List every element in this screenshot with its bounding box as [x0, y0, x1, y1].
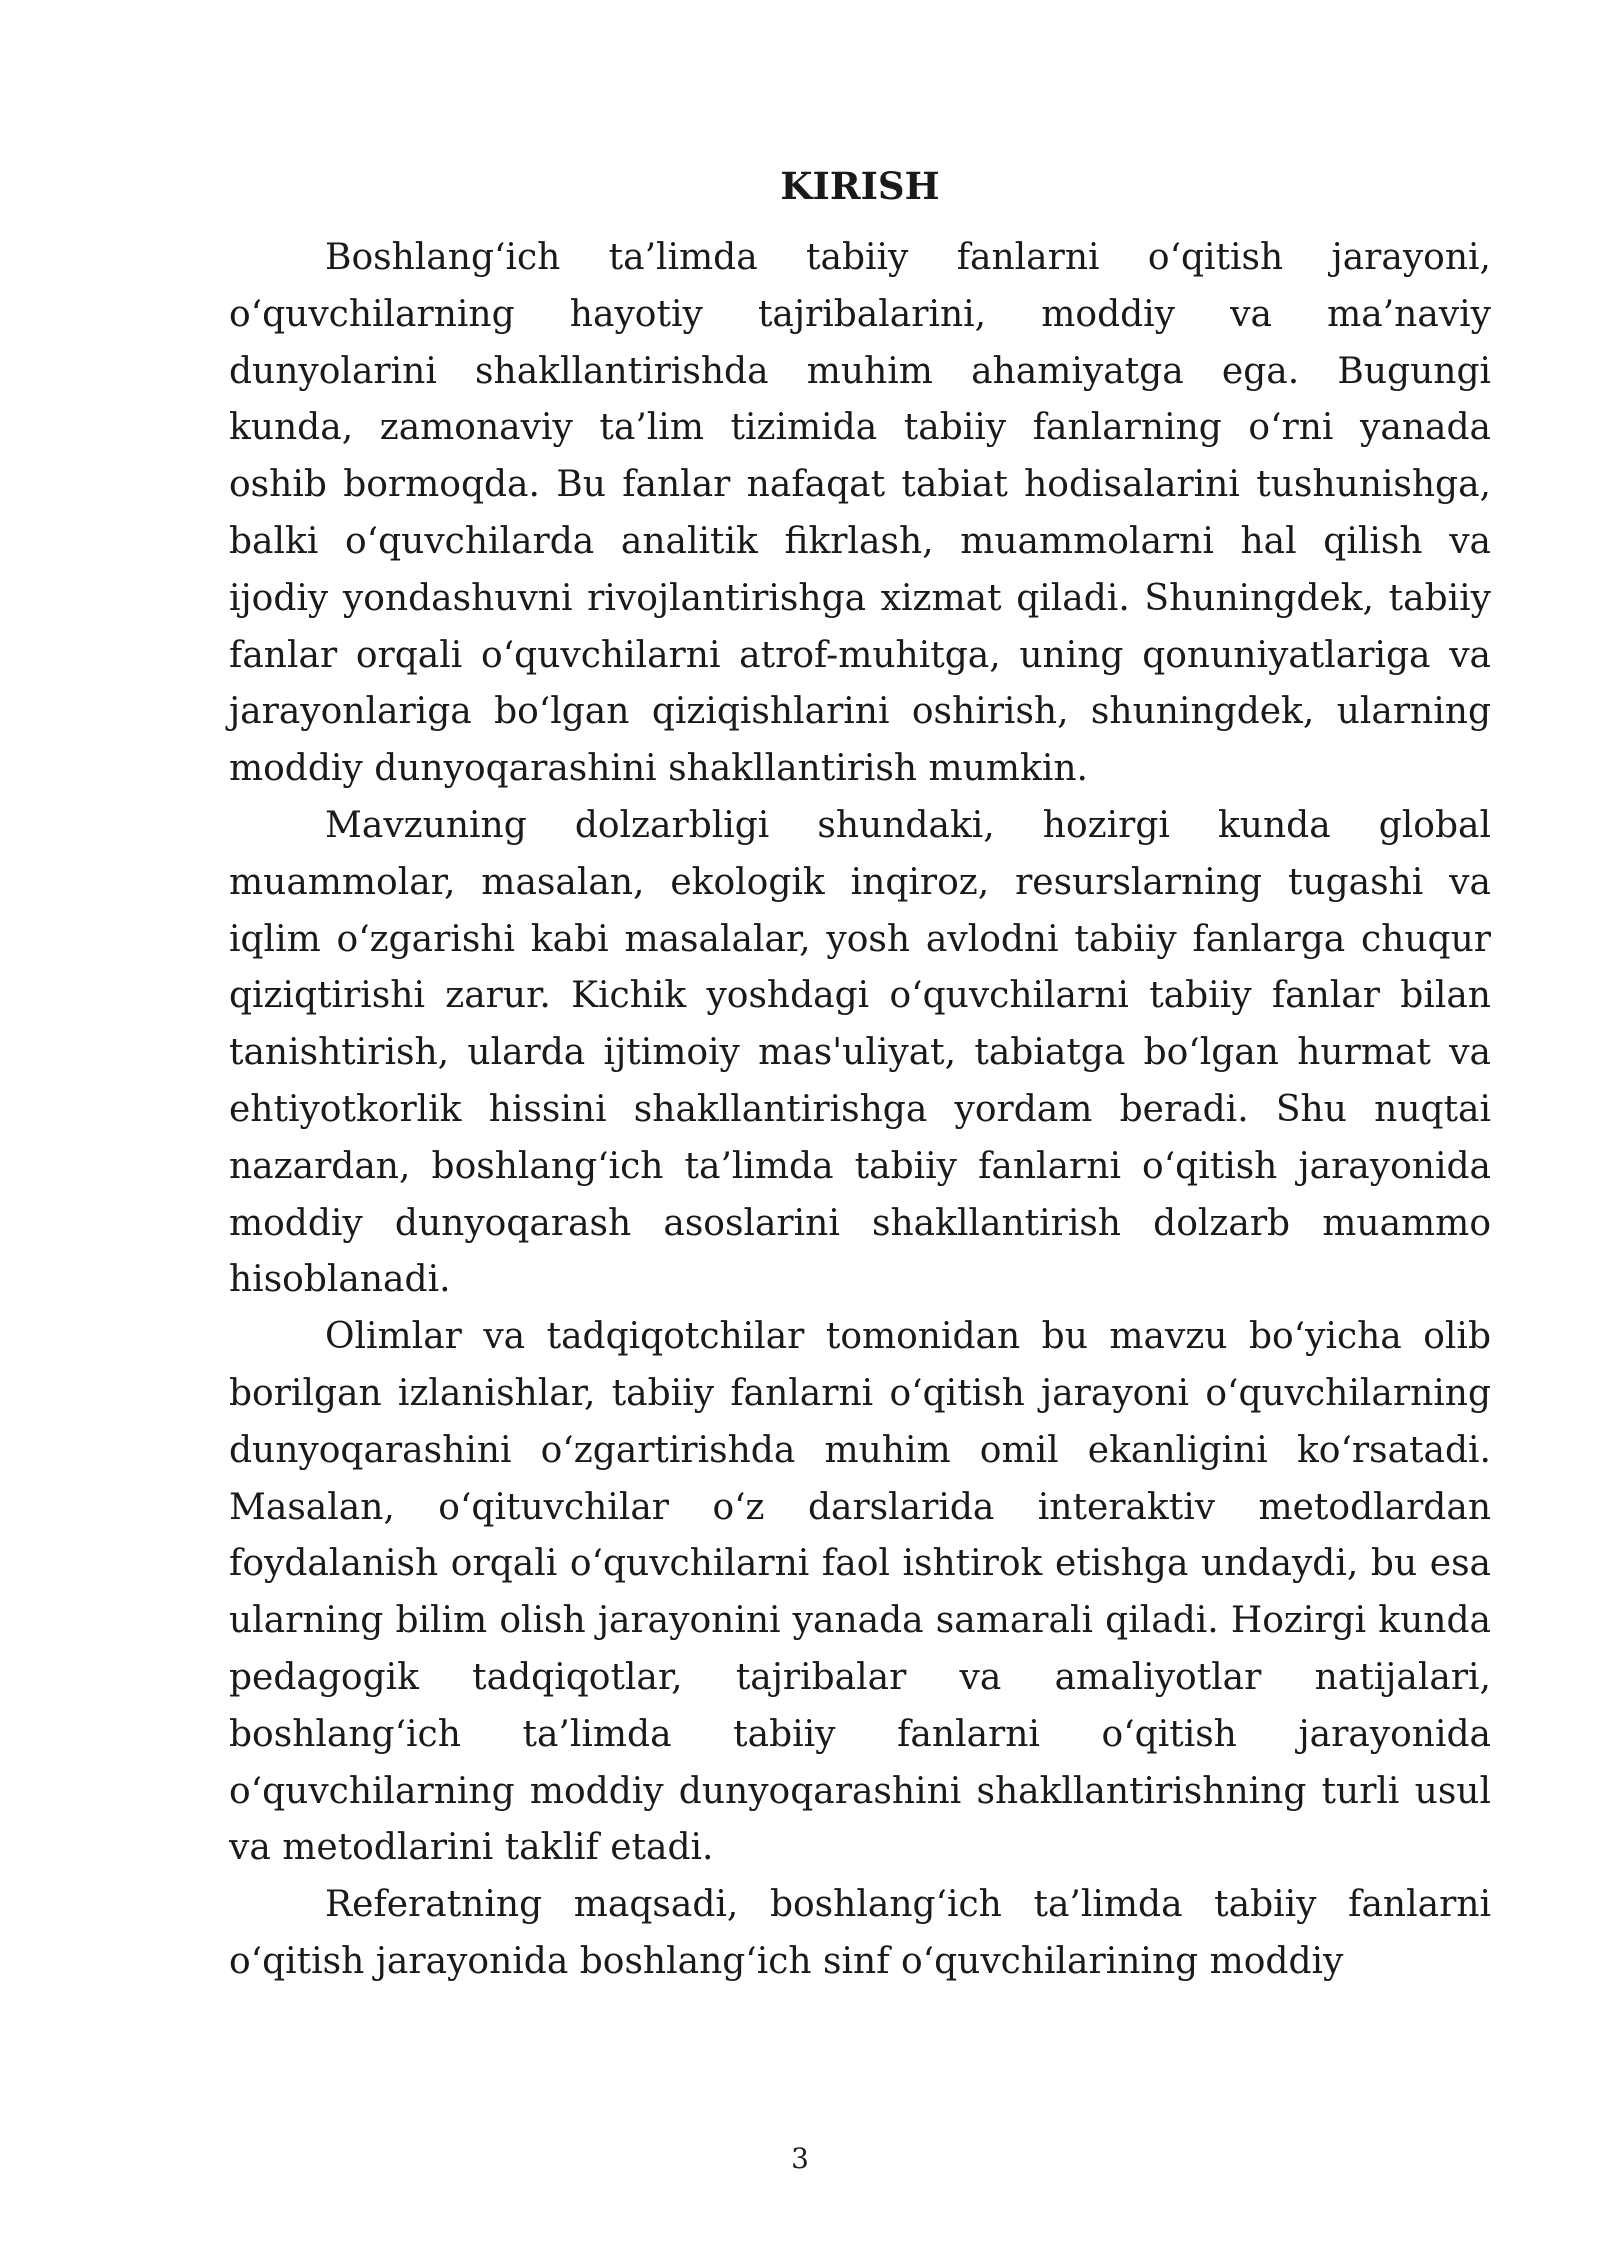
paragraph-relevance: Mavzuning dolzarbligi shundaki, hozirgi kunda global muammolar, masalan, ekologik inqiroz, resurslarning tugashi va iqlim o‘zgarishi kabi masalalar, yosh avlodni tabiiy fanlarga chuqur qiziqtirishi zarur. Kichik yoshdagi o‘quvchilarni tabiiy fanlar bilan tanishtirish, ularda ijtimoiy mas'uliyat, tabiatga bo‘lgan hurmat va ehtiyotkorlik hissini shakllantirishga yordam beradi. Shu nuqtai nazardan, boshlang‘ich ta’limda tabiiy fanlarni o‘qitish jarayonida moddiy dunyoqarash asoslarini shakllantirish dolzarb muammo hisoblanadi.: [229, 804, 1491, 1301]
paragraph-research: Olimlar va tadqiqotchilar tomonidan bu mavzu bo‘yicha olib borilgan izlanishlar, tabiiy fanlarni o‘qitish jarayoni o‘quvchilarning dunyoqarashini o‘zgartirishda muhim omil ekanligini ko‘rsatadi. Masalan, o‘qituvchilar o‘z darslarida interaktiv metodlardan foydalanish orqali o‘quvchilarni faol ishtirok etishga undaydi, bu esa ularning bilim olish jarayonini yanada samarali qiladi. Hozirgi kunda pedagogik tadqiqotlar, tajribalar va amaliyotlar natijalari, boshlang‘ich ta’limda tabiiy fanlarni o‘qitish jarayonida o‘quvchilarning moddiy dunyoqarashini shakllantirishning turli usul va metodlarini taklif etadi.: [229, 1316, 1491, 1869]
paragraph-goal: Referatning maqsadi, boshlang‘ich ta’limda tabiiy fanlarni o‘qitish jarayonida boshlang‘ich sinf o‘quvchilarining moddiy: [229, 1884, 1491, 1982]
page-title: KIRISH: [780, 164, 940, 208]
page-number: 3: [791, 2142, 809, 2175]
paragraph-intro: Boshlang‘ich ta’limda tabiiy fanlarni o‘qitish jarayoni, o‘quvchilarning hayotiy tajribalarini, moddiy va ma’naviy dunyolarini shakllantirishda muhim ahamiyatga ega. Bugungi kunda, zamonaviy ta’lim tizimida tabiiy fanlarning o‘rni yanada oshib bormoqda. Bu fanlar nafaqat tabiat hodisalarini tushunishga, balki o‘quvchilarda analitik fikrlash, muammolarni hal qilish va ijodiy yondashuvni rivojlantirishga xizmat qiladi. Shuningdek, tabiiy fanlar orqali o‘quvchilarni atrof-muhitga, uning qonuniyatlariga va jarayonlariga bo‘lgan qiziqishlarini oshirish, shuningdek, ularning moddiy dunyoqarashini shakllantirish mumkin.: [229, 237, 1491, 790]
page-body: [229, 158, 1491, 1991]
